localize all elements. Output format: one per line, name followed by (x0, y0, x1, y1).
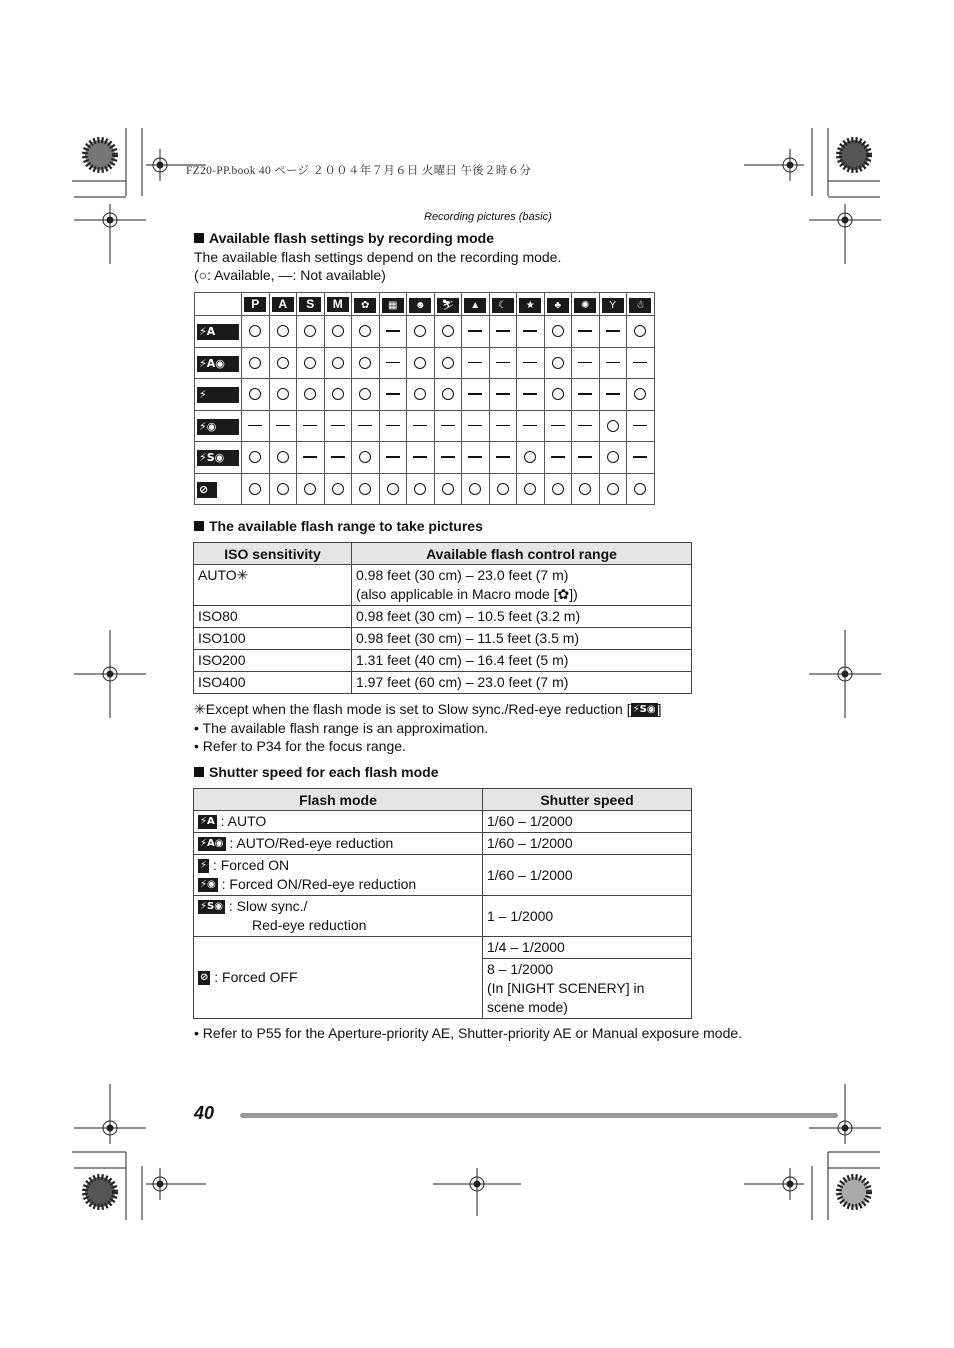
available-circle-icon (304, 325, 316, 337)
mode-header-cell (599, 293, 627, 316)
availability-cell (297, 473, 325, 505)
not-available-dash-icon (248, 425, 262, 427)
flash-auto-red-eye-icon: ⚡A◉ (200, 838, 224, 850)
table-row (194, 811, 692, 833)
not-available-dash-icon (468, 330, 482, 332)
not-available-dash-icon (578, 362, 592, 364)
iso-cell: ISO400 (194, 672, 352, 694)
availability-cell (572, 442, 600, 474)
iso-cell: ISO100 (194, 628, 352, 650)
flash-row-label (195, 410, 242, 442)
not-available-dash-icon (386, 456, 400, 458)
availability-cell (324, 347, 352, 379)
available-circle-icon (497, 483, 509, 495)
shutter-cell: 8 – 1/2000 (In [NIGHT SCENERY] in scene mode) (483, 959, 692, 1019)
available-circle-icon (579, 483, 591, 495)
shutter-cell: 1/60 – 1/2000 (483, 833, 692, 855)
availability-cell (269, 473, 297, 505)
not-available-dash-icon (468, 362, 482, 364)
not-available-dash-icon (523, 330, 537, 332)
mode-header-row (195, 293, 655, 316)
snow-icon: ☃ (629, 298, 651, 313)
table-row (194, 606, 692, 628)
not-available-dash-icon (551, 425, 565, 427)
availability-cell (599, 379, 627, 411)
availability-cell (544, 410, 572, 442)
availability-cell (517, 316, 545, 348)
night-portrait-icon: ★ (519, 298, 541, 313)
scenery-icon: ▲ (464, 298, 486, 313)
not-available-dash-icon (468, 456, 482, 458)
range-cell: 0.98 feet (30 cm) – 11.5 feet (3.5 m) (352, 628, 692, 650)
mode-s-badge: S (299, 297, 321, 312)
availability-cell (434, 379, 462, 411)
availability-cell (462, 473, 490, 505)
not-available-dash-icon (551, 456, 565, 458)
mode-header-cell (462, 293, 490, 316)
availability-cell (572, 410, 600, 442)
available-circle-icon (359, 357, 371, 369)
availability-cell (572, 347, 600, 379)
shutter-speed-table (193, 788, 692, 1019)
flash-forced-on-red-eye-icon: ⚡◉ (197, 419, 239, 435)
availability-cell (517, 379, 545, 411)
available-circle-icon (359, 388, 371, 400)
available-circle-icon (359, 483, 371, 495)
availability-cell (627, 410, 655, 442)
availability-cell (379, 442, 407, 474)
fireworks-icon: ✺ (574, 298, 596, 313)
page-number: 40 (194, 1103, 215, 1123)
available-circle-icon (249, 451, 261, 463)
availability-cell (599, 473, 627, 505)
flash-row-label (195, 473, 242, 505)
not-available-dash-icon (276, 425, 290, 427)
iso-cell: AUTO✳ (194, 565, 352, 606)
available-circle-icon (249, 325, 261, 337)
not-available-dash-icon (606, 362, 620, 364)
available-circle-icon (387, 483, 399, 495)
flash-auto-icon: ⚡A (200, 816, 215, 828)
flash-mode-cell: ⚡S◉ : Slow sync./ Red-eye reduction (194, 896, 483, 937)
not-available-dash-icon (413, 456, 427, 458)
availability-cell (434, 473, 462, 505)
not-available-dash-icon (633, 362, 647, 364)
availability-cell (297, 347, 325, 379)
flash-forced-off-icon: ⊘ (200, 972, 209, 984)
slow-sync-red-eye-icon: ⚡S◉ (632, 704, 656, 716)
not-available-dash-icon (578, 330, 592, 332)
not-available-dash-icon (468, 393, 482, 395)
available-circle-icon (414, 388, 426, 400)
available-circle-icon (249, 357, 261, 369)
available-circle-icon (442, 483, 454, 495)
mode-header-cell (544, 293, 572, 316)
iso-cell: ISO80 (194, 606, 352, 628)
range-cell: 0.98 feet (30 cm) – 23.0 feet (7 m) (also applicable in Macro mode [✿]) (352, 565, 692, 606)
availability-cell (242, 410, 270, 442)
portrait-icon: ☻ (409, 298, 431, 313)
available-circle-icon (552, 325, 564, 337)
corner-cell (195, 293, 242, 316)
availability-cell (627, 442, 655, 474)
mode-a-badge: A (272, 297, 294, 312)
range-cell: 1.31 feet (40 cm) – 16.4 feet (5 m) (352, 650, 692, 672)
mode-header-cell (572, 293, 600, 316)
availability-cell (324, 442, 352, 474)
availability-cell (352, 347, 380, 379)
flash-mode-cell: ⚡ : Forced ON ⚡◉ : Forced ON/Red-eye reduction (194, 855, 483, 896)
availability-cell (572, 473, 600, 505)
availability-cell (434, 316, 462, 348)
not-available-dash-icon (496, 330, 510, 332)
not-available-dash-icon (413, 425, 427, 427)
availability-cell (379, 316, 407, 348)
availability-cell (599, 347, 627, 379)
available-circle-icon (414, 483, 426, 495)
mode-header-cell (407, 293, 435, 316)
availability-cell (517, 347, 545, 379)
flash-row (195, 379, 655, 411)
availability-cell (297, 410, 325, 442)
availability-cell (379, 347, 407, 379)
availability-cell (517, 473, 545, 505)
availability-cell (324, 473, 352, 505)
availability-cell (462, 379, 490, 411)
mode-header-cell (352, 293, 380, 316)
availability-cell (269, 410, 297, 442)
availability-cell (627, 316, 655, 348)
table-row (194, 896, 692, 937)
available-circle-icon (414, 325, 426, 337)
available-circle-icon (607, 483, 619, 495)
column-header: Flash mode (194, 789, 483, 811)
square-bullet-icon (194, 521, 204, 531)
not-available-dash-icon (606, 330, 620, 332)
availability-cell (544, 473, 572, 505)
table-row (194, 628, 692, 650)
availability-cell (462, 442, 490, 474)
availability-cell (379, 473, 407, 505)
availability-cell (572, 316, 600, 348)
not-available-dash-icon (523, 393, 537, 395)
availability-cell (489, 379, 517, 411)
not-available-dash-icon (578, 456, 592, 458)
flash-row (195, 347, 655, 379)
availability-cell (572, 379, 600, 411)
available-circle-icon (304, 483, 316, 495)
flash-range-table (193, 542, 692, 694)
available-circle-icon (359, 451, 371, 463)
not-available-dash-icon (606, 393, 620, 395)
availability-cell (599, 316, 627, 348)
flash-mode-cell: ⊘ : Forced OFF (194, 937, 483, 1019)
not-available-dash-icon (386, 330, 400, 332)
available-circle-icon (304, 388, 316, 400)
availability-cell (324, 379, 352, 411)
availability-cell (599, 442, 627, 474)
shutter-cell: 1 – 1/2000 (483, 896, 692, 937)
availability-cell (242, 473, 270, 505)
available-circle-icon (552, 357, 564, 369)
section-description: The available flash settings depend on the recording mode. (194, 249, 562, 265)
not-available-dash-icon (496, 362, 510, 364)
bullet-note: • Refer to P34 for the focus range. (194, 738, 406, 754)
availability-cell (544, 442, 572, 474)
flash-row (195, 473, 655, 505)
mode-header-cell (242, 293, 270, 316)
availability-cell (489, 347, 517, 379)
not-available-dash-icon (441, 456, 455, 458)
availability-cell (269, 347, 297, 379)
mode-header-cell (627, 293, 655, 316)
available-circle-icon (634, 388, 646, 400)
availability-cell (544, 316, 572, 348)
availability-cell (379, 410, 407, 442)
flash-slow-sync-red-eye-icon: ⚡S◉ (197, 450, 239, 466)
flash-forced-on-icon: ⚡ (200, 860, 208, 872)
bullet-note: • Refer to P55 for the Aperture-priority AE, Shutter-priority AE or Manual exposure mode. (194, 1025, 743, 1041)
availability-cell (407, 473, 435, 505)
sports-icon: ⛷ (437, 298, 459, 313)
available-circle-icon (332, 388, 344, 400)
range-cell: 1.97 feet (60 cm) – 23.0 feet (7 m) (352, 672, 692, 694)
flash-mode-cell: ⚡A : AUTO (194, 811, 483, 833)
flash-auto-icon: ⚡A (197, 324, 239, 340)
mode-header-cell (434, 293, 462, 316)
shutter-cell: 1/60 – 1/2000 (483, 811, 692, 833)
iso-cell: ISO200 (194, 650, 352, 672)
not-available-dash-icon (358, 425, 372, 427)
not-available-dash-icon (386, 362, 400, 364)
availability-cell (352, 410, 380, 442)
available-circle-icon (442, 388, 454, 400)
availability-cell (407, 347, 435, 379)
not-available-dash-icon (523, 362, 537, 364)
available-circle-icon (634, 483, 646, 495)
availability-cell (242, 379, 270, 411)
not-available-dash-icon (633, 456, 647, 458)
flash-row (195, 410, 655, 442)
availability-cell (324, 410, 352, 442)
available-circle-icon (332, 483, 344, 495)
available-circle-icon (277, 325, 289, 337)
flash-forced-off-icon: ⊘ (197, 482, 217, 498)
slow-sync-red-eye-icon: ⚡S◉ (200, 901, 223, 913)
available-circle-icon (524, 451, 536, 463)
available-circle-icon (634, 325, 646, 337)
available-circle-icon (332, 357, 344, 369)
available-circle-icon (414, 357, 426, 369)
square-bullet-icon (194, 767, 204, 777)
not-available-dash-icon (386, 425, 400, 427)
not-available-dash-icon (386, 393, 400, 395)
not-available-dash-icon (468, 425, 482, 427)
available-circle-icon (607, 451, 619, 463)
available-circle-icon (277, 483, 289, 495)
availability-cell (242, 442, 270, 474)
availability-cell (489, 410, 517, 442)
available-circle-icon (249, 483, 261, 495)
flash-row (195, 442, 655, 474)
available-circle-icon (607, 420, 619, 432)
mode-m-badge: M (327, 297, 349, 312)
availability-cell (407, 379, 435, 411)
availability-cell (379, 379, 407, 411)
availability-cell (627, 473, 655, 505)
not-available-dash-icon (633, 425, 647, 427)
availability-cell (269, 316, 297, 348)
availability-cell (517, 410, 545, 442)
table-row (194, 937, 692, 959)
movie-icon: ▦ (382, 298, 404, 313)
column-header: Shutter speed (483, 789, 692, 811)
range-cell: 0.98 feet (30 cm) – 10.5 feet (3.2 m) (352, 606, 692, 628)
availability-cell (352, 473, 380, 505)
available-circle-icon (277, 451, 289, 463)
page-rule (240, 1113, 838, 1118)
availability-cell (407, 442, 435, 474)
table-row (194, 855, 692, 896)
available-circle-icon (304, 357, 316, 369)
availability-cell (242, 316, 270, 348)
running-head: Recording pictures (basic) (424, 211, 552, 223)
availability-cell (297, 442, 325, 474)
availability-cell (462, 347, 490, 379)
availability-cell (269, 442, 297, 474)
not-available-dash-icon (578, 393, 592, 395)
shutter-cell: 1/4 – 1/2000 (483, 937, 692, 959)
availability-cell (242, 347, 270, 379)
availability-cell (407, 410, 435, 442)
macro-icon: ✿ (354, 298, 376, 313)
available-circle-icon (359, 325, 371, 337)
column-header: ISO sensitivity (194, 543, 352, 565)
not-available-dash-icon (303, 425, 317, 427)
availability-cell (352, 442, 380, 474)
not-available-dash-icon (496, 456, 510, 458)
flash-row-label (195, 316, 242, 348)
availability-cell (489, 442, 517, 474)
table-row (194, 650, 692, 672)
flash-row-label (195, 442, 242, 474)
flash-mode-cell: ⚡A◉ : AUTO/Red-eye reduction (194, 833, 483, 855)
footnote-star: ✳Except when the flash mode is set to Slow sync./Red-eye reduction [ ⚡S◉ ] (194, 701, 662, 717)
available-circle-icon (332, 325, 344, 337)
availability-cell (627, 347, 655, 379)
not-available-dash-icon (441, 425, 455, 427)
file-header: FZ20-PP.book 40 ページ ２００４年７月６日 火曜日 午後２時６分 (186, 165, 532, 177)
not-available-dash-icon (496, 393, 510, 395)
availability-cell (517, 442, 545, 474)
mode-header-cell (489, 293, 517, 316)
available-circle-icon (277, 357, 289, 369)
not-available-dash-icon (331, 456, 345, 458)
not-available-dash-icon (331, 425, 345, 427)
availability-cell (544, 379, 572, 411)
flash-row-label (195, 347, 242, 379)
availability-cell (434, 410, 462, 442)
night-scenery-icon: ☾ (492, 298, 514, 313)
not-available-dash-icon (303, 456, 317, 458)
availability-cell (599, 410, 627, 442)
mode-header-cell (517, 293, 545, 316)
party-icon: ♣ (547, 298, 569, 313)
available-circle-icon (524, 483, 536, 495)
availability-cell (627, 379, 655, 411)
not-available-dash-icon (578, 425, 592, 427)
availability-cell (352, 379, 380, 411)
bullet-note: • The available flash range is an approximation. (194, 720, 489, 736)
mode-p-badge: P (244, 297, 266, 312)
available-circle-icon (552, 388, 564, 400)
mode-header-cell (379, 293, 407, 316)
available-circle-icon (249, 388, 261, 400)
flash-row (195, 316, 655, 348)
mode-header-cell (324, 293, 352, 316)
available-circle-icon (552, 483, 564, 495)
flash-forced-on-icon: ⚡ (197, 387, 239, 403)
availability-cell (407, 316, 435, 348)
availability-cell (324, 316, 352, 348)
availability-cell (297, 379, 325, 411)
section-title-flash-range: The available flash range to take pictures (194, 518, 483, 534)
shutter-cell: 1/60 – 1/2000 (483, 855, 692, 896)
not-available-dash-icon (496, 425, 510, 427)
available-circle-icon (469, 483, 481, 495)
table-row (194, 672, 692, 694)
available-circle-icon (442, 325, 454, 337)
availability-cell (269, 379, 297, 411)
section-title-shutter-speed: Shutter speed for each flash mode (194, 764, 439, 780)
availability-cell (489, 316, 517, 348)
available-circle-icon (277, 388, 289, 400)
availability-legend: (○: Available, —: Not available) (194, 267, 386, 283)
section-title-flash-settings: Available flash settings by recording mode (194, 230, 494, 246)
column-header: Available flash control range (352, 543, 692, 565)
mode-header-cell (297, 293, 325, 316)
availability-cell (297, 316, 325, 348)
flash-forced-on-red-eye-icon: ⚡◉ (200, 879, 216, 891)
square-bullet-icon (194, 233, 204, 243)
not-available-dash-icon (523, 425, 537, 427)
mode-header-cell (269, 293, 297, 316)
flash-mode-table (194, 292, 655, 505)
available-circle-icon (442, 357, 454, 369)
availability-cell (489, 473, 517, 505)
availability-cell (434, 442, 462, 474)
table-row (194, 833, 692, 855)
availability-cell (434, 347, 462, 379)
flash-row-label (195, 379, 242, 411)
candle-icon: Y (602, 298, 624, 313)
availability-cell (544, 347, 572, 379)
availability-cell (462, 316, 490, 348)
availability-cell (352, 316, 380, 348)
table-row (194, 565, 692, 606)
flash-auto-red-eye-icon: ⚡A◉ (197, 356, 239, 372)
availability-cell (462, 410, 490, 442)
